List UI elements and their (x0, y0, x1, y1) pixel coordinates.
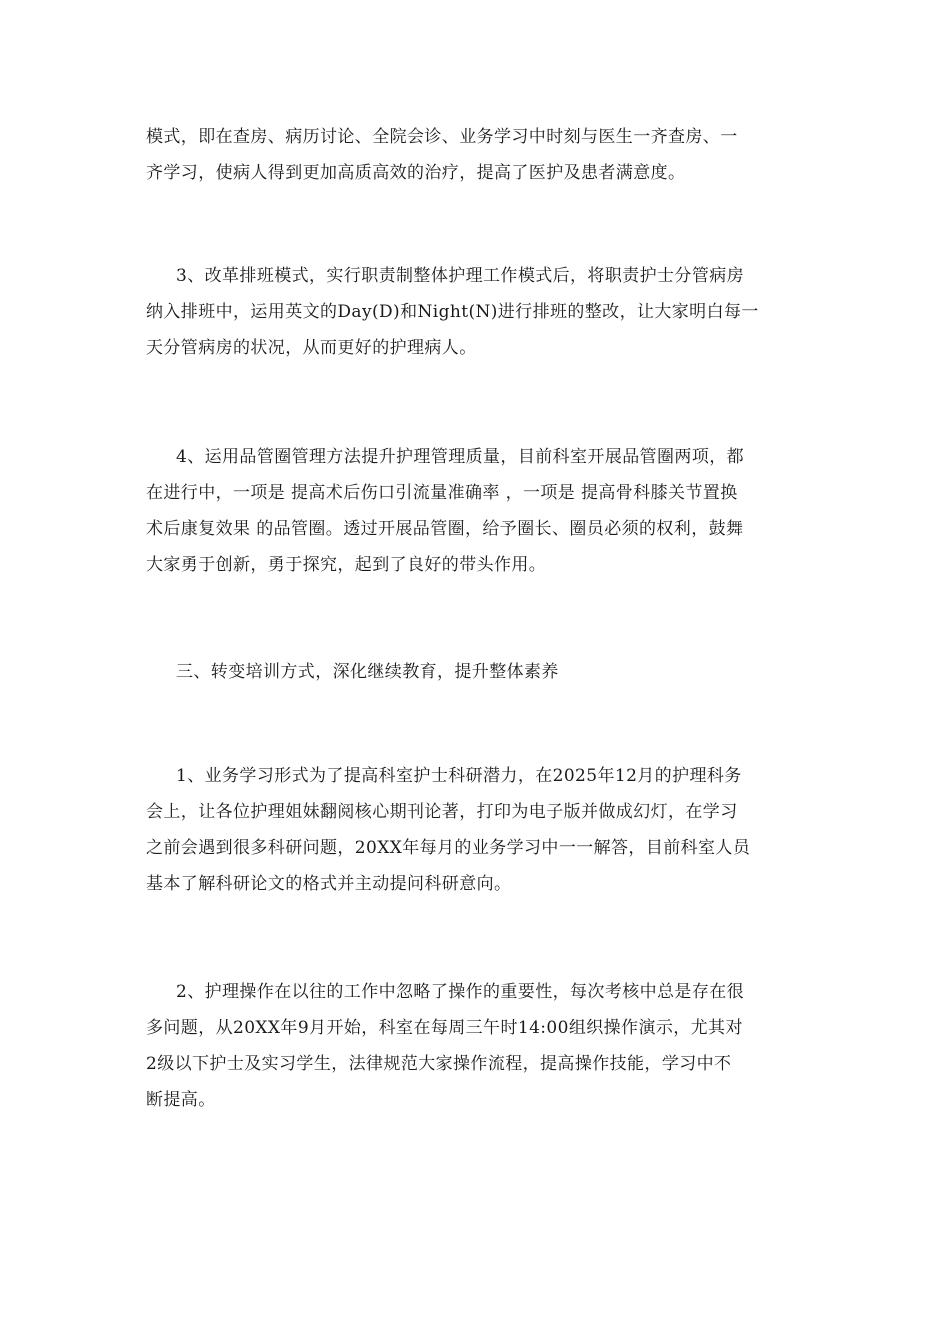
text-line: 多问题，从20XX年9月开始，科室在每周三午时14:00组织操作演示，尤其对 (146, 1018, 743, 1038)
paragraph-item-1 (146, 758, 806, 902)
text-line: 2、护理操作在以往的工作中忽略了操作的重要性，每次考核中总是存在很 (176, 982, 745, 1002)
text-line: 会上，让各位护理姐妹翻阅核心期刊论著，打印为电子版并做成幻灯，在学习 (146, 802, 738, 822)
paragraph-item-3 (146, 258, 806, 366)
text-line: 大家勇于创新，勇于探究，起到了良好的带头作用。 (146, 555, 547, 575)
text-line: 术后康复效果 的品管圈。透过开展品管圈，给予圈长、圈员必须的权利，鼓舞 (146, 519, 744, 539)
text-line: 模式，即在查房、病历讨论、全院会诊、业务学习中时刻与医生一齐查房、一 (146, 127, 738, 147)
text-line: 齐学习，使病人得到更加高质高效的治疗，提高了医护及患者满意度。 (146, 163, 686, 183)
paragraph-item-2 (146, 974, 806, 1118)
text-line: 断提高。 (146, 1090, 216, 1110)
text-line: 之前会遇到很多科研问题，20XX年每月的业务学习中一一解答，目前科室人员 (146, 838, 751, 858)
text-line: 基本了解科研论文的格式并主动提问科研意向。 (146, 874, 512, 894)
text-line: 纳入排班中，运用英文的Day(D)和Night(N)进行排班的整改，让大家明白每一 (146, 302, 759, 322)
paragraph-continuation (146, 119, 806, 191)
paragraph-item-4 (146, 439, 806, 583)
text-line: 天分管病房的状况，从而更好的护理病人。 (146, 338, 477, 358)
section-heading (146, 654, 806, 690)
text-line: 在进行中，一项是 提高术后伤口引流量准确率 ，一项是 提高骨科膝关节置换 (146, 483, 738, 503)
text-line: 2级以下护士及实习学生，法律规范大家操作流程，提高操作技能，学习中不 (146, 1054, 732, 1074)
text-line: 1、业务学习形式为了提高科室护士科研潜力，在2025年12月的护理科务 (176, 766, 742, 786)
text-line: 4、运用品管圈管理方法提升护理管理质量，目前科室开展品管圈两项，都 (176, 447, 745, 467)
heading-line: 三、转变培训方式，深化继续教育，提升整体素养 (176, 662, 559, 682)
text-line: 3、改革排班模式，实行职责制整体护理工作模式后，将职责护士分管病房 (176, 266, 745, 286)
